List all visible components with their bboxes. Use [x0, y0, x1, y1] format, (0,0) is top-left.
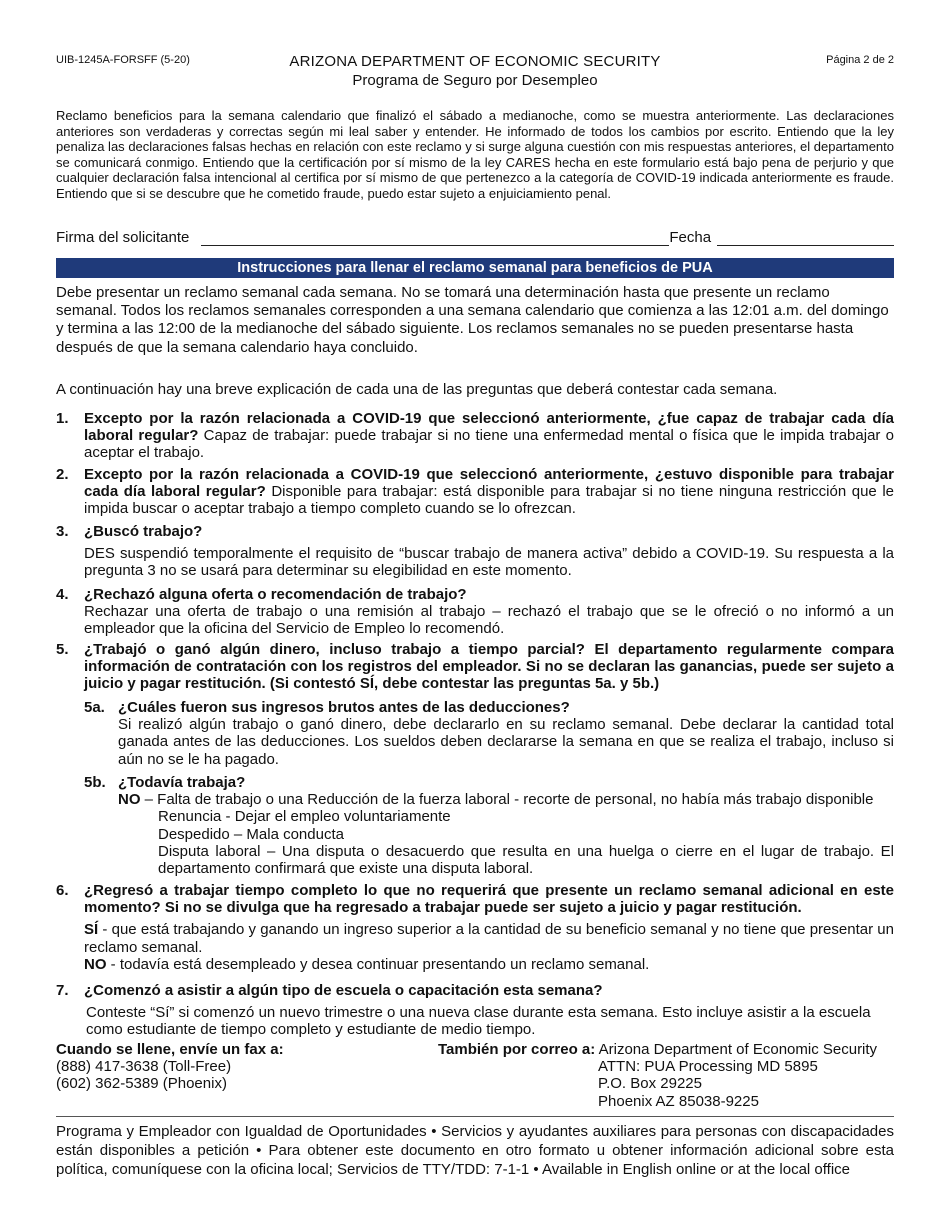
instructions-banner: Instrucciones para llenar el reclamo semanal para beneficios de PUA [56, 258, 894, 278]
fax-block [56, 1041, 284, 1093]
footer-text: Programa y Empleador con Igualdad de Oportunidades • Servicios y ayudantes auxiliares para personas con discapacidades están disponibles a petición • Para obtener este documento en otro formato u obtener información adicional sobre esta política, comuníquese con la oficina local; Servicios de TTY/TDD: 7-1-1 • Available in English online or at the local office [56, 1123, 894, 1178]
no-reason-1: – Falta de trabajo o una Reducción de la fuerza laboral - recorte de personal, no había más trabajo disponible [140, 791, 874, 809]
instructions-explain: A continuación hay una breve explicación de cada una de las preguntas que deberá contestar cada semana. [56, 381, 778, 398]
form-id: UIB-1245A-FORSFF (5-20) [56, 54, 190, 66]
mail-block [438, 1041, 877, 1110]
question-1 [56, 410, 894, 462]
question-number: 6. [56, 882, 69, 899]
page-number: Página 2 de 2 [826, 54, 894, 66]
question-number: 3. [56, 523, 69, 540]
question-5a [84, 699, 894, 768]
no-label: NO [118, 791, 141, 809]
no-reason-2: Renuncia - Dejar el empleo voluntariamente [158, 808, 451, 826]
question-4 [56, 586, 894, 638]
declaration-text: Reclamo beneficios para la semana calendario que finalizó el sábado a medianoche, como se muestra anteriormente. Las declaraciones anteriores son verdaderas y correctas según mi leal saber y entender. He informado de todos los cambios por escrito. Entiendo que la ley penaliza las declaraciones falsas hechas en relación con este reclamo y si surge alguna cuestión con mis respuestas anteriores, el departamento se comunicará conmigo. Entiendo que la certificación por sí mismo de la ley CARES hecha en este formulario está bajo pena de perjurio y que cualquier declaración falsa intencional al certifica por sí mismo de que pertenezco a la categoría de COVID-19 indicada anteriormente es fraude. Entiendo que si se descubre que he cometido fraude, puedo estar sujeto a enjuiciamiento penal. [56, 108, 894, 201]
question-text: Si realizó algún trabajo o ganó dinero, debe declararlo en su reclamo semanal. Debe declarar la cantidad total ganada antes de las deducciones. Los sueldos deben declararse la semana en que se realiza el trabajo, incluso si aún no se le ha pagado. [118, 716, 894, 768]
question-2 [56, 466, 894, 518]
question-number: 5b. [84, 774, 106, 791]
mail-label: También por correo a: [438, 1041, 596, 1058]
question-number: 5a. [84, 699, 105, 716]
fax-number-tollfree: (888) 417-3638 (Toll-Free) [56, 1058, 232, 1076]
fax-number-phoenix: (602) 362-5389 (Phoenix) [56, 1075, 227, 1093]
mail-line-3: P.O. Box 29225 [598, 1075, 702, 1093]
question-title: Excepto por la razón relacionada a COVID-19 que seleccionó anteriormente, ¿fue capaz de trabajar cada día laboral regular? [84, 410, 894, 445]
question-3 [56, 523, 894, 580]
mail-line-4: Phoenix AZ 85038-9225 [598, 1092, 759, 1110]
signature-row [56, 229, 894, 246]
question-title: ¿Regresó a trabajar tiempo completo lo que no requerirá que presente un reclamo semanal adicional en este momento? Si no se divulga que ha regresado a trabajar puede ser sujeto a juicio y pagar restitución. [84, 882, 894, 917]
question-text: Disponible para trabajar: está disponible para trabajar si no tiene ninguna restricción que le impida buscar o aceptar trabajo a tiempo completo cuando se lo ofrezcan. [84, 483, 894, 518]
question-title: ¿Cuáles fueron sus ingresos brutos antes de las deducciones? [118, 699, 570, 716]
question-6 [56, 882, 894, 973]
instructions-intro: Debe presentar un reclamo semanal cada semana. No se tomará una determinación hasta que presente un reclamo semanal. Todos los reclamos semanales corresponden a una semana calendario que comienza a las 12:01 a.m. del domingo y termina a las 12:00 de la medianoche del sábado siguiente. Los reclamos semanales no se pueden presentarse hasta después de que la semana calendario haya concluido. [56, 284, 889, 356]
date-label: Fecha [669, 229, 712, 246]
question-title: ¿Todavía trabaja? [118, 774, 246, 791]
fax-label: Cuando se llene, envíe un fax a: [56, 1041, 284, 1058]
question-title: ¿Comenzó a asistir a algún tipo de escuela o capacitación esta semana? [84, 982, 603, 999]
si-label: SÍ [84, 921, 99, 939]
question-number: 7. [56, 982, 69, 999]
question-title: ¿Rechazó alguna oferta o recomendación de trabajo? [84, 586, 467, 603]
program-name: Programa de Seguro por Desempleo [352, 72, 598, 89]
question-5 [56, 641, 894, 693]
question-number: 4. [56, 586, 69, 603]
question-text: Conteste “Sí” si comenzó un nuevo trimestre o una nueva clase durante esta semana. Esto incluye asistir a la escuela como estudiante de tiempo completo y estudiante de medio tiempo. [86, 1004, 871, 1039]
page-header [0, 53, 950, 89]
question-number: 2. [56, 466, 69, 483]
question-number: 5. [56, 641, 69, 658]
question-text: DES suspendió temporalmente el requisito de “buscar trabajo de manera activa” debido a COVID-19. Su respuesta a la pregunta 3 no se usará para determinar su elegibilidad en este momento. [84, 545, 894, 580]
question-title: ¿Buscó trabajo? [84, 523, 203, 540]
question-text: Capaz de trabajar: puede trabajar si no tiene una enfermedad mental o física que le impida trabajar o aceptar el trabajo. [84, 427, 894, 462]
mail-line-2: ATTN: PUA Processing MD 5895 [598, 1058, 818, 1076]
question-text: Rechazar una oferta de trabajo o una remisión al trabajo – rechazó el trabajo que se le ofreció o no informó a un empleador que la oficina del Servicio de Empleo lo recomendó. [84, 603, 894, 638]
si-text: - que está trabajando y ganando un ingreso superior a la cantidad de su beneficio semanal y no tiene que presentar un reclamo semanal. [84, 921, 894, 956]
question-title: Excepto por la razón relacionada a COVID-19 que seleccionó anteriormente, ¿estuvo disponible para trabajar cada día laboral regular? [84, 466, 894, 501]
no-reason-3: Despedido – Mala conducta [158, 825, 344, 843]
signature-label: Firma del solicitante [56, 229, 190, 246]
signature-line[interactable] [201, 231, 669, 246]
question-number: 1. [56, 410, 69, 427]
footer-divider [56, 1116, 894, 1117]
no-label: NO [84, 955, 107, 973]
mail-line-1: Arizona Department of Economic Security [598, 1041, 878, 1058]
agency-name: ARIZONA DEPARTMENT OF ECONOMIC SECURITY [289, 53, 661, 70]
date-line[interactable] [717, 231, 894, 246]
question-5b [84, 774, 894, 877]
question-7 [56, 982, 894, 1039]
no-reason-4: Disputa laboral – Una disputa o desacuerdo que resulta en una huelga o cierre en el lugar de trabajo. El departamento confirmará que existe una disputa laboral. [158, 842, 894, 878]
question-title: ¿Trabajó o ganó algún dinero, incluso trabajo a tiempo parcial? El departamento regularmente compara información de contratación con los registros del empleador. Si no se declaran las ganancias, puede ser sujeto a juicio y pagar restitución. (Si contestó SÍ, debe contestar las preguntas 5a. y 5b.) [84, 641, 894, 693]
no-text: - todavía está desempleado y desea continuar presentando un reclamo semanal. [106, 955, 650, 973]
